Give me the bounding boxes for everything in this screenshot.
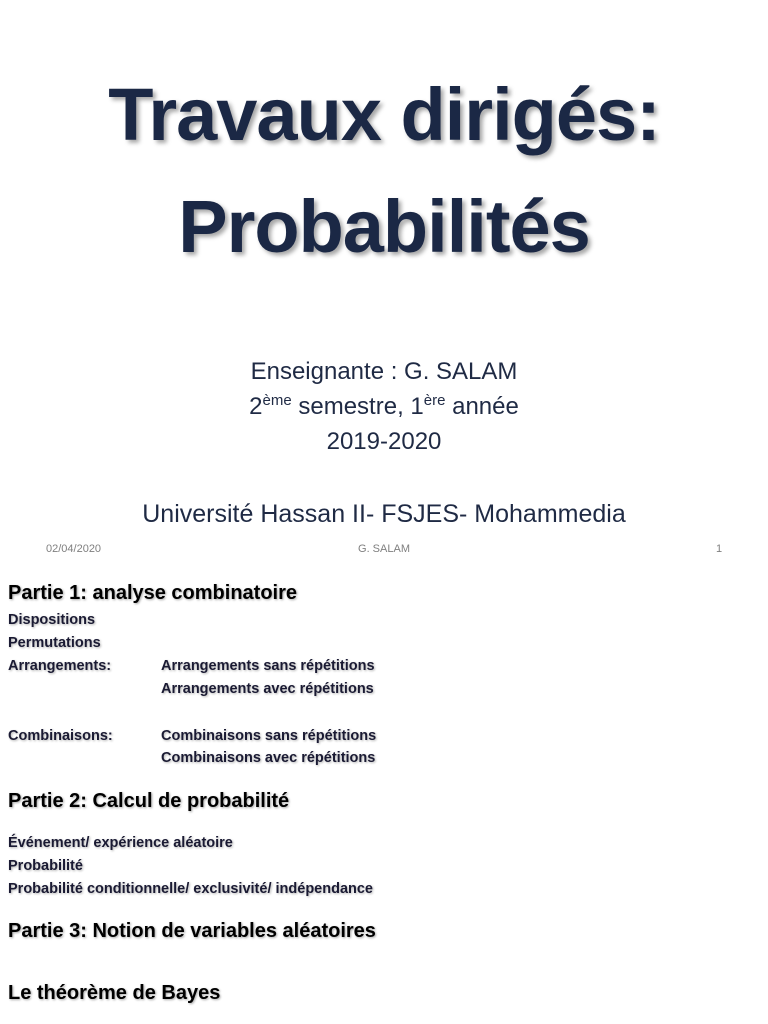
footer-page-number: 1 [716, 543, 723, 555]
teacher-name: Enseignante : G. SALAM [250, 358, 518, 385]
part1-combinaison-item: Combinaisons sans répétitions [161, 728, 377, 744]
part1-heading: Partie 1: analyse combinatoire [8, 582, 298, 604]
part1-combinaison-item: Combinaisons avec répétitions [161, 750, 376, 766]
bayes-heading: Le théorème de Bayes [8, 982, 221, 1004]
footer-author: G. SALAM [358, 543, 410, 555]
part2-item: Probabilité [8, 858, 83, 874]
university-name: Université Hassan II- FSJES- Mohammedia [142, 500, 626, 528]
part3-heading: Partie 3: Notion de variables aléatoires [8, 920, 376, 942]
semester-text: semestre, 1 [291, 393, 424, 420]
part1-permutations: Permutations [8, 635, 101, 651]
footer-date: 02/04/2020 [46, 543, 102, 555]
part1-arrangements-label: Arrangements: [8, 658, 112, 674]
part1-dispositions: Dispositions [8, 612, 96, 628]
part2-item: Événement/ expérience aléatoire [8, 835, 233, 851]
semester-suffix: ème [262, 392, 292, 409]
year-text: année [445, 393, 519, 420]
year-suffix: ère [423, 392, 446, 409]
semester-line [0, 390, 768, 424]
part1-arrangement-item: Arrangements sans répétitions [161, 658, 375, 674]
part1-combinaisons-label: Combinaisons: [8, 728, 113, 744]
part2-heading: Partie 2: Calcul de probabilité [8, 790, 290, 812]
slide-title-line1: Travaux dirigés: [108, 73, 660, 156]
academic-year: 2019-2020 [326, 428, 442, 455]
slide-title-line2: Probabilités [178, 185, 590, 268]
semester-number: 2 [249, 393, 263, 420]
part1-arrangement-item: Arrangements avec répétitions [161, 681, 374, 697]
part2-item: Probabilité conditionnelle/ exclusivité/ indépendance [8, 881, 373, 897]
